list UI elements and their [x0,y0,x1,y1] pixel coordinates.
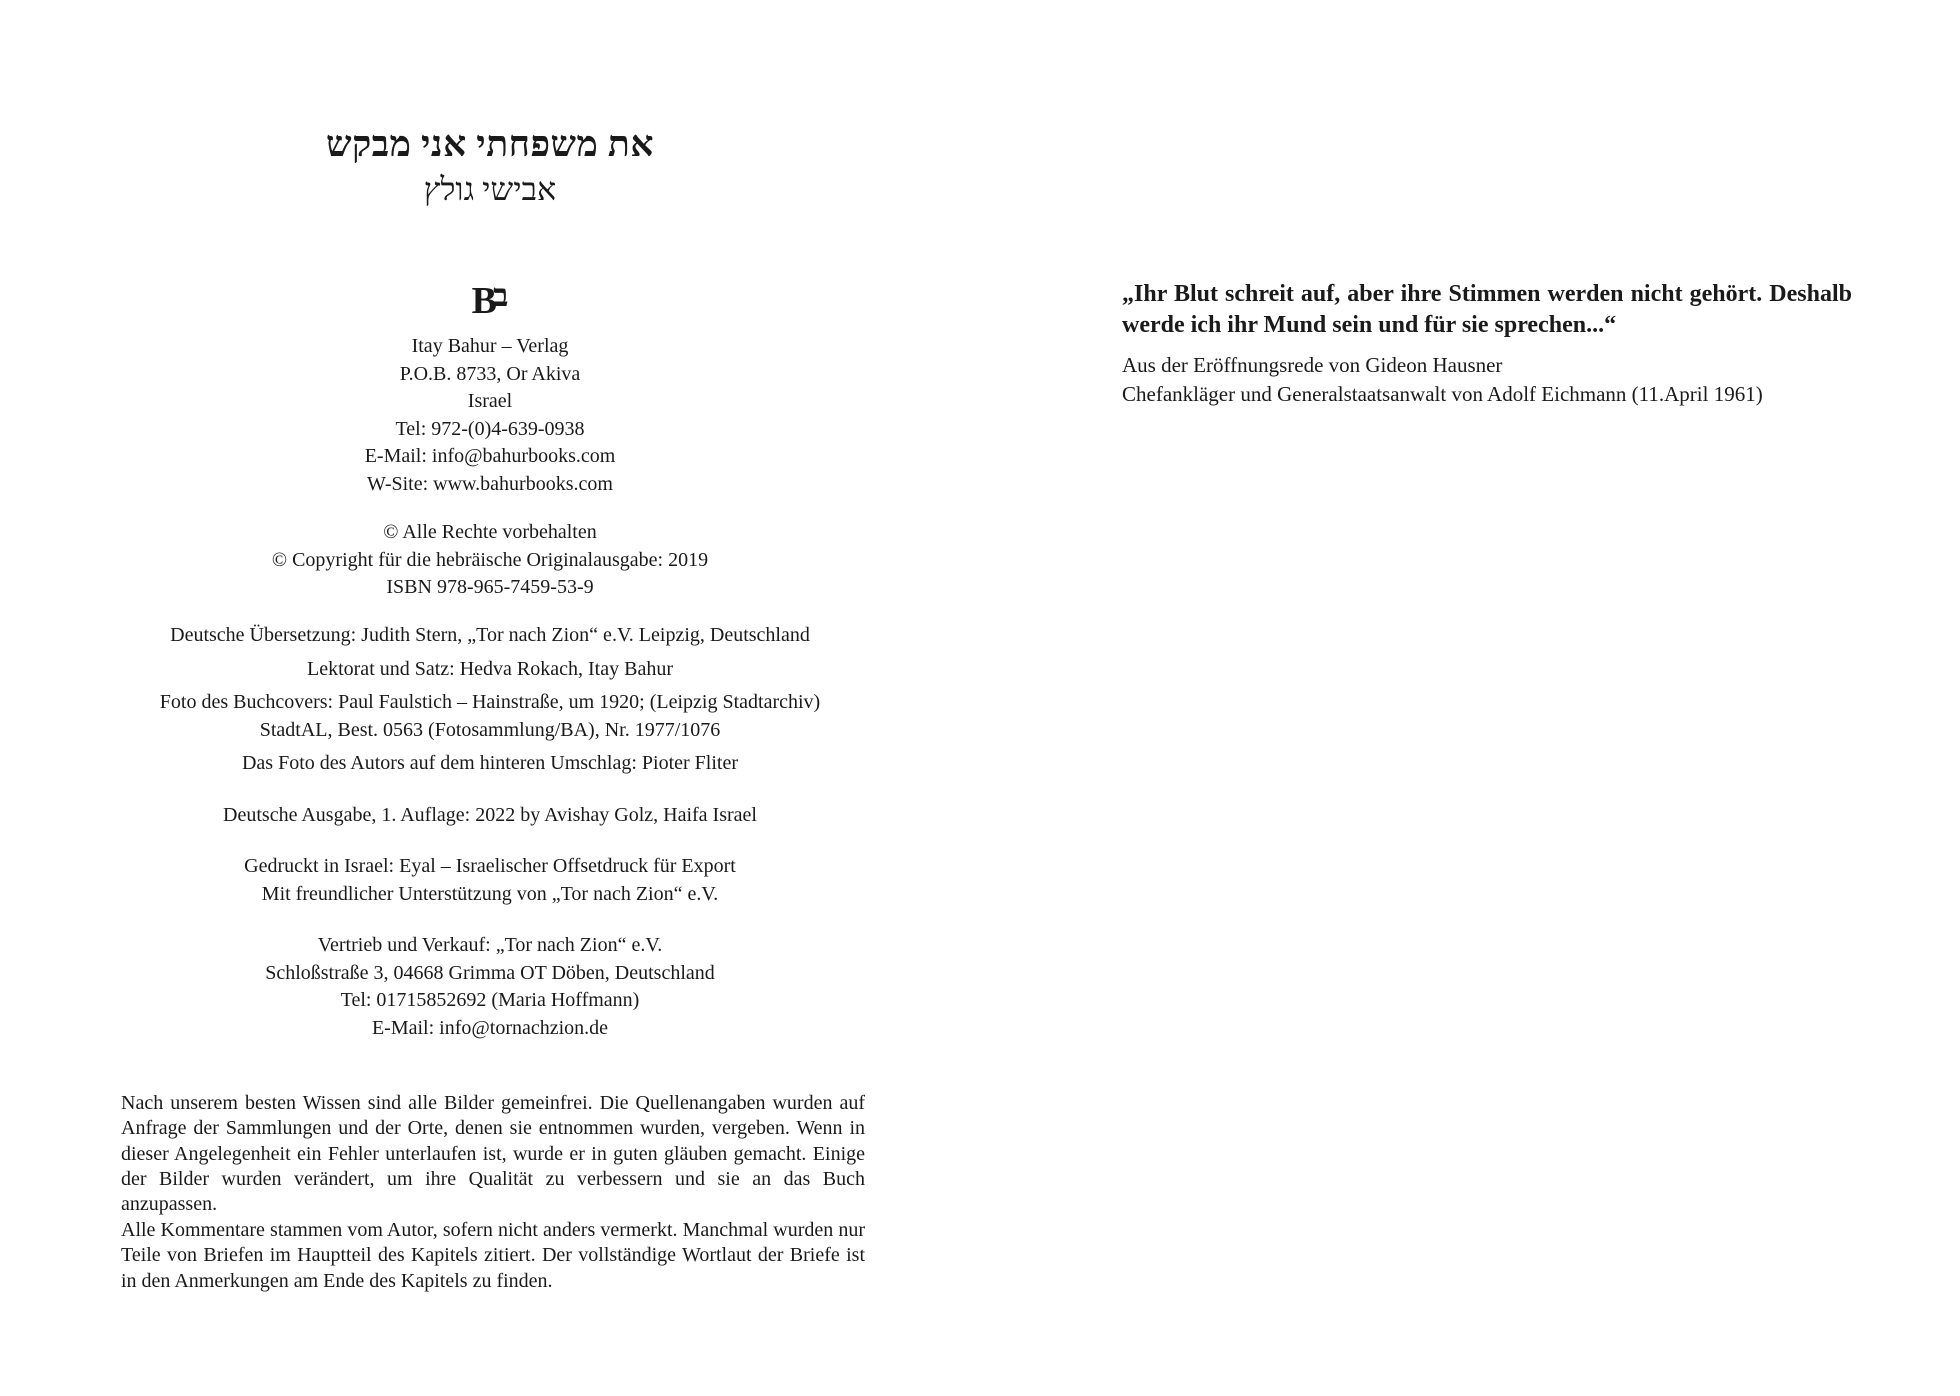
image-rights-note: Nach unserem besten Wissen sind alle Bilder gemeinfrei. Die Quellenangaben wurden auf Anfrage der Sammlungen und der Orte, denen sie entnommen wurden, vergeben. Wenn in dieser Angelegenheit ein Fehler unterlaufen ist, wurde er in guten gläuben gemacht. Einige der Bilder wurden verändert, um ihre Qualität zu verbessern und sie an das Buch anzupassen. [121,1092,865,1216]
publisher-phone: Tel: 972-(0)4-639-0938 [395,417,585,440]
distribution-address: Schloßstraße 3, 04668 Grimma OT Döben, Deutschland [265,961,715,984]
hebrew-author-name: אבישי גולץ [423,171,557,207]
publisher-name: Itay Bahur – Verlag [411,335,569,357]
logo-latin-letter: B [471,280,497,322]
source-role: Chefankläger und Generalstaatsanwalt von Adolf Eichmann (11.April 1961) [1122,382,1763,406]
epigraph-quote: „Ihr Blut schreit auf, aber ihre Stimmen werden nicht gehört. Deshalb werde ich ihr Mund sein und für sie sprechen...“ [1122,281,1852,338]
epigraph-source [1122,351,1882,409]
distribution-name: Vertrieb und Verkauf: „Tor nach Zion“ e.V. [317,934,663,956]
credits-block [90,622,890,778]
distribution-phone: Tel: 01715852692 (Maria Hoffmann) [340,989,640,1011]
print-info [90,853,890,908]
author-photo-credit: Das Foto des Autors auf dem hinteren Umschlag: Pioter Fliter [241,752,739,774]
publisher-logo [450,278,530,324]
hebrew-title-block [120,122,860,212]
source-speech: Aus der Eröffnungsrede von Gideon Hausner [1122,353,1503,377]
rights-reserved: © Alle Rechte vorbehalten [383,521,597,543]
editing-credit: Lektorat und Satz: Hedva Rokach, Itay Bahur [307,657,673,680]
hebrew-book-title: את משפחתי אני מבקש [326,124,654,164]
distribution-info [90,932,890,1042]
logo-hebrew-letter: ב [492,277,509,313]
distribution-email: E-Mail: info@tornachzion.de [371,1016,609,1039]
cover-photo-credit: Foto des Buchcovers: Paul Faulstich – Hainstraße, um 1920; (Leipzig Stadtarchiv) [159,691,821,713]
printer-line: Gedruckt in Israel: Eyal – Israelischer Offsetdruck für Export [244,855,736,877]
publisher-pob: P.O.B. 8733, Or Akiva [399,362,581,385]
edition-line: Deutsche Ausgabe, 1. Auflage: 2022 by Avishay Golz, Haifa Israel [223,804,757,826]
support-line: Mit freundlicher Unterstützung von „Tor nach Zion“ e.V. [261,882,719,905]
translation-credit: Deutsche Übersetzung: Judith Stern, „Tor nach Zion“ e.V. Leipzig, Deutschland [170,624,810,646]
copyright-original: © Copyright für die hebräische Originalausgabe: 2019 [271,548,709,571]
comments-note: Alle Kommentare stammen vom Autor, sofern nicht anders vermerkt. Manchmal wurden nur Teile von Briefen im Hauptteil des Kapitels zitiert. Der vollständige Wortlaut der Briefe ist in den Anmerkungen am Ende des Kapitels zu finden. [121,1219,865,1292]
cover-photo-archive: StadtAL, Best. 0563 (Fotosammlung/BA), Nr. 1977/1076 [259,718,721,741]
publisher-address [90,333,890,498]
publisher-country: Israel [467,390,513,412]
rights-block [90,519,890,602]
publisher-email: E-Mail: info@bahurbooks.com [364,445,616,467]
publisher-website: W-Site: www.bahurbooks.com [367,472,613,495]
right-page [980,0,1960,1396]
edition-info [90,802,890,830]
isbn: ISBN 978-965-7459-53-9 [386,576,594,598]
